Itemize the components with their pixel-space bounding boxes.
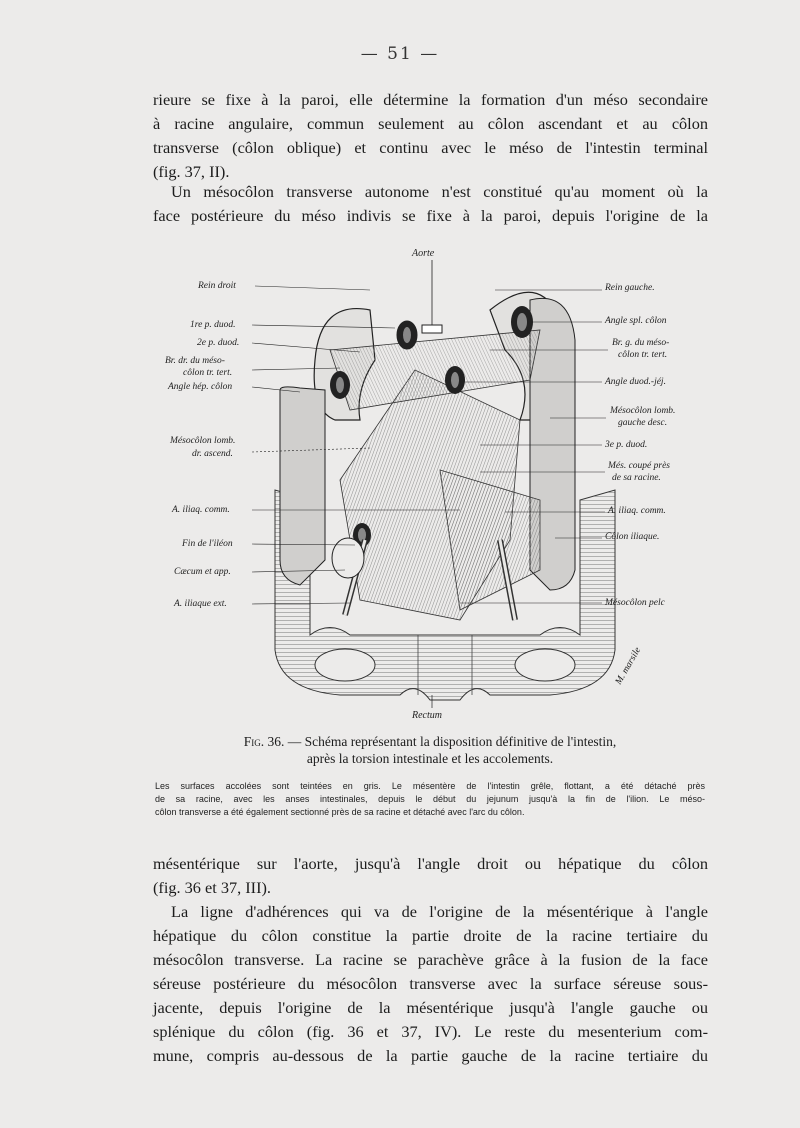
anatomical-figure — [160, 240, 720, 730]
caption-note — [155, 780, 705, 819]
paragraph — [153, 900, 708, 1068]
caption-title-line: Schéma représentant la disposition définitive de l'intestin, — [304, 734, 617, 749]
figure-label: 1re p. duod. — [190, 320, 236, 330]
figure-label: Br. g. du méso- — [612, 338, 670, 348]
figure-label: Rein gauche. — [605, 283, 655, 293]
text-line: à racine angulaire, commun seulement au côlon ascendant et au côlon — [153, 114, 708, 133]
figure-label: A. iliaque ext. — [174, 599, 227, 609]
figure-label: côlon tr. tert. — [618, 350, 668, 360]
figure-label: côlon tr. tert. — [183, 368, 233, 378]
figure-number: Fig. 36. — — [243, 734, 302, 749]
figure-label: dr. ascend. — [192, 449, 233, 459]
text-line: jacente, depuis l'origine de la mésentérique jusqu'à l'angle gauche ou — [153, 998, 708, 1017]
figure-label: Cæcum et app. — [174, 567, 231, 577]
figure-label: Angle duod.-jéj. — [605, 377, 666, 387]
artist-signature: M. marsile — [613, 645, 644, 687]
paragraph — [153, 88, 708, 184]
text-line: transverse (côlon oblique) et continu avec le méso de l'intestin terminal — [153, 138, 708, 157]
figure-label: Mésocôlon pelc — [605, 598, 665, 608]
aorta-label: Aorte — [412, 248, 435, 259]
text-line: mésocôlon transverse. La racine se parachève grâce à la fusion de la face — [153, 950, 708, 969]
figure-label: Més. coupé près — [608, 461, 670, 471]
text-line: Un mésocôlon transverse autonome n'est constitué qu'au moment où la — [171, 182, 708, 201]
figure-label: A. iliaq. comm. — [172, 505, 230, 515]
figure-label: Fin de l'iléon — [182, 539, 233, 549]
text-line: hépatique du côlon constitue la partie droite de la racine tertiaire du — [153, 926, 708, 945]
figure-label: gauche desc. — [618, 418, 668, 428]
text-line: mune, compris au-dessous de la partie gauche de la racine tertiaire du — [153, 1046, 708, 1065]
page-number: — 51 — — [360, 44, 440, 64]
text-line: face postérieure du méso indivis se fixe à la paroi, depuis l'origine de la — [153, 206, 708, 225]
figure-label: Angle hép. côlon — [168, 382, 233, 392]
caption-title-line: après la torsion intestinale et les accolements. — [306, 751, 554, 766]
note-line: Les surfaces accolées sont teintées en gris. Le mésentère de l'intestin grêle, flottant, a été détaché près — [155, 781, 705, 791]
anatomy-diagram — [160, 240, 720, 730]
figure-label: Côlon iliaque. — [605, 532, 660, 542]
figure-label: Rein droit — [198, 281, 236, 291]
text-line: rieure se fixe à la paroi, elle détermine la formation d'un méso secondaire — [153, 90, 708, 109]
figure-caption — [180, 733, 680, 767]
rectum-label: Rectum — [412, 710, 442, 721]
text-line: (fig. 37, II). — [153, 162, 230, 181]
figure-label: 3e p. duod. — [605, 440, 648, 450]
text-line: séreuse postérieure du mésocôlon transverse avec la surface séreuse sous- — [153, 974, 708, 993]
ascending-colon — [280, 387, 325, 585]
paragraph — [153, 180, 708, 228]
note-line: côlon transverse a été également sectionné près de sa racine et détaché avec l'arc du côlon. — [155, 807, 525, 817]
text-line: mésentérique sur l'aorte, jusqu'à l'angle droit ou hépatique du côlon — [153, 854, 708, 873]
figure-label: Mésocôlon lomb. — [610, 406, 676, 416]
text-line: splénique du côlon (fig. 36 et 37, IV). Le reste du mesenterium com- — [153, 1022, 708, 1041]
text-line: (fig. 36 et 37, III). — [153, 878, 271, 897]
paragraph — [153, 852, 708, 900]
figure-label: Angle spl. côlon — [605, 316, 667, 326]
figure-label: Br. dr. du méso- — [165, 356, 225, 366]
note-line: de sa racine, avec les anses intestinales, depuis le début du jejunum jusqu'à la fin de l'ilion. Le méso- — [155, 794, 705, 804]
figure-label: 2e p. duod. — [197, 338, 240, 348]
figure-label: de sa racine. — [612, 473, 661, 483]
text-line: La ligne d'adhérences qui va de l'origine de la mésentérique à l'angle — [171, 902, 708, 921]
figure-label: A. iliaq. comm. — [608, 506, 666, 516]
figure-label: Mésocôlon lomb. — [170, 436, 236, 446]
